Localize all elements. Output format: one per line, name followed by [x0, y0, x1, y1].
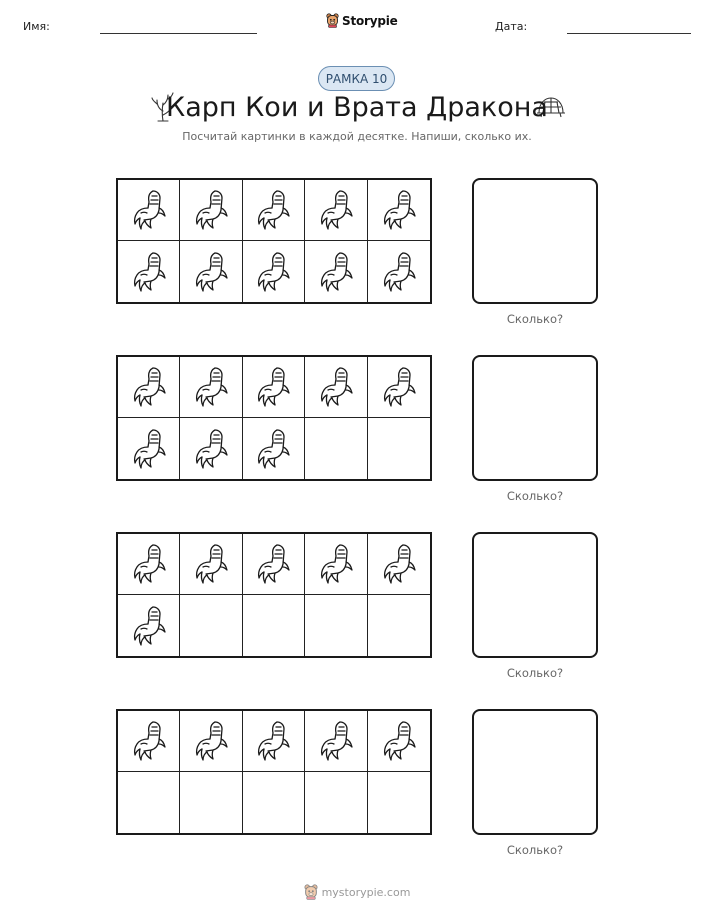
dragon-claw-icon [129, 542, 169, 586]
ten-frame [116, 709, 432, 835]
frame-cell-filled [118, 534, 180, 595]
instructions: Посчитай картинки в каждой десятке. Напиши, сколько их. [182, 130, 532, 143]
answer-label: Сколько? [506, 843, 564, 857]
frame-cell-empty [305, 772, 367, 833]
frame-cell-filled [368, 711, 430, 772]
ten-frame [116, 532, 432, 658]
dragon-claw-icon [129, 250, 169, 294]
dragon-claw-icon [191, 427, 231, 471]
frame-cell-filled [305, 357, 367, 418]
dragon-claw-icon [129, 604, 169, 648]
dragon-claw-icon [191, 719, 231, 763]
exercise-4 [0, 709, 714, 869]
ten-frame [116, 355, 432, 481]
frame-cell-filled [180, 418, 242, 479]
dragon-claw-icon [379, 542, 419, 586]
frame-cell-filled [180, 357, 242, 418]
dragon-claw-icon [316, 188, 356, 232]
frame-cell-empty [180, 595, 242, 656]
dragon-claw-icon [316, 250, 356, 294]
frame-cell-filled [118, 595, 180, 656]
date-label: Дата: [495, 20, 528, 33]
exercise-2 [0, 355, 714, 515]
answer-box[interactable] [472, 532, 598, 658]
frame-cell-filled [243, 241, 305, 302]
frame-cell-filled [243, 357, 305, 418]
frame-cell-filled [305, 241, 367, 302]
exercise-3 [0, 532, 714, 692]
dragon-claw-icon [129, 427, 169, 471]
answer-box[interactable] [472, 355, 598, 481]
dragon-claw-icon [316, 542, 356, 586]
frame-cell-filled [118, 711, 180, 772]
dragon-claw-icon [191, 542, 231, 586]
dragon-claw-icon [253, 365, 293, 409]
dragon-claw-icon [129, 719, 169, 763]
dragon-claw-icon [379, 250, 419, 294]
footer-url: mystorypie.com [321, 885, 411, 899]
frame-type-badge: РАМКА 10 [318, 66, 395, 91]
frame-cell-empty [305, 418, 367, 479]
dragon-claw-icon [253, 427, 293, 471]
frame-cell-filled [368, 180, 430, 241]
answer-box[interactable] [472, 709, 598, 835]
frame-cell-filled [305, 711, 367, 772]
frame-cell-filled [243, 534, 305, 595]
frame-cell-empty [368, 418, 430, 479]
frame-cell-filled [243, 180, 305, 241]
footer [0, 884, 714, 900]
frame-cell-filled [118, 241, 180, 302]
answer-box[interactable] [472, 178, 598, 304]
dragon-claw-icon [129, 365, 169, 409]
dragon-claw-icon [191, 250, 231, 294]
dragon-claw-icon [379, 719, 419, 763]
frame-cell-filled [305, 534, 367, 595]
frame-cell-empty [118, 772, 180, 833]
frame-cell-filled [243, 418, 305, 479]
frame-cell-filled [118, 180, 180, 241]
dragon-claw-icon [253, 542, 293, 586]
frame-cell-empty [305, 595, 367, 656]
brand-name: Storypie [342, 13, 398, 28]
exercise-1 [0, 178, 714, 338]
page-title: Карп Кои и Врата Дракона [166, 92, 548, 123]
frame-cell-filled [180, 711, 242, 772]
dragon-claw-icon [191, 365, 231, 409]
frame-cell-filled [180, 241, 242, 302]
frame-cell-filled [243, 711, 305, 772]
dragon-claw-icon [253, 250, 293, 294]
frame-cell-empty [243, 595, 305, 656]
frame-cell-filled [368, 534, 430, 595]
dragon-claw-icon [253, 719, 293, 763]
storypie-bear-icon [304, 884, 318, 900]
dragon-claw-icon [316, 365, 356, 409]
frame-cell-filled [180, 180, 242, 241]
date-line[interactable] [567, 33, 691, 34]
storypie-bear-icon [326, 13, 339, 28]
dragon-claw-icon [316, 719, 356, 763]
answer-label: Сколько? [506, 666, 564, 680]
name-label: Имя: [23, 20, 50, 33]
dragon-claw-icon [129, 188, 169, 232]
dragon-claw-icon [253, 188, 293, 232]
frame-cell-filled [368, 241, 430, 302]
frame-cell-filled [118, 418, 180, 479]
worksheet-header [0, 0, 714, 50]
answer-label: Сколько? [506, 312, 564, 326]
brand-logo [326, 13, 398, 28]
ten-frame [116, 178, 432, 304]
frame-cell-empty [180, 772, 242, 833]
frame-cell-empty [368, 772, 430, 833]
frame-cell-empty [243, 772, 305, 833]
frame-cell-empty [368, 595, 430, 656]
name-line[interactable] [100, 33, 257, 34]
dragon-claw-icon [379, 365, 419, 409]
frame-cell-filled [118, 357, 180, 418]
dragon-claw-icon [191, 188, 231, 232]
frame-cell-filled [180, 534, 242, 595]
frame-cell-filled [305, 180, 367, 241]
answer-label: Сколько? [506, 489, 564, 503]
dragon-claw-icon [379, 188, 419, 232]
frame-cell-filled [368, 357, 430, 418]
